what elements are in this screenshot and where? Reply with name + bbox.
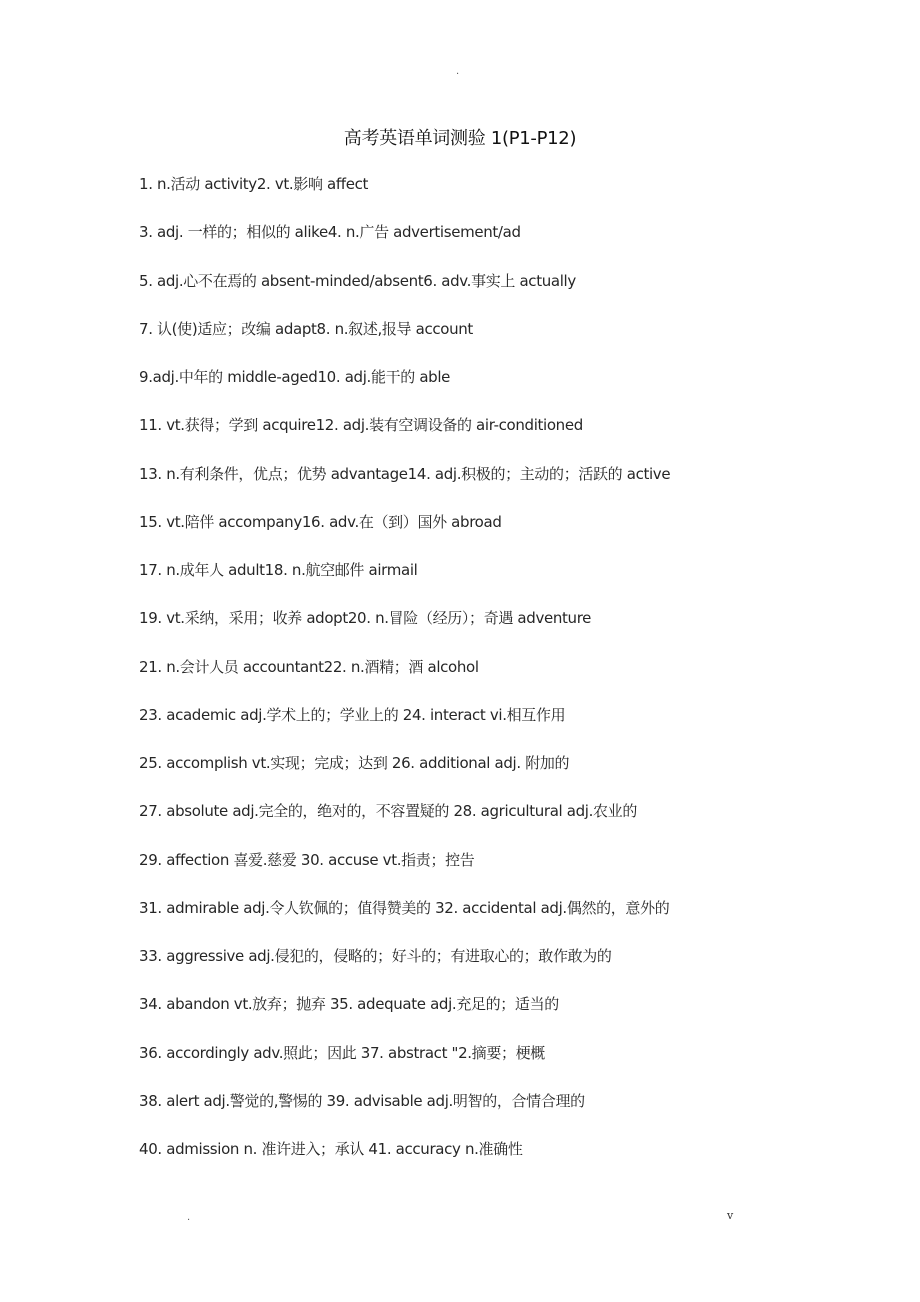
vocabulary-line-6: 11. vt.获得；学到 acquire12. adj.装有空调设备的 air-conditioned [139,416,583,435]
vocabulary-line-13: 25. accomplish vt.实现；完成；达到 26. additional adj. 附加的 [139,754,570,772]
vocabulary-line-20: 38. alert adj.警觉的,警惕的 39. advisable adj.明智的，合情合理的 [139,1091,585,1110]
vocabulary-line-21: 40. admission n. 准许进入；承认 41. accuracy n.准确性 [139,1140,523,1158]
vocabulary-line-2: 3. adj. 一样的；相似的 alike4. n.广告 advertisement/ad [139,223,521,242]
vocabulary-line-3: 5. adj.心不在焉的 absent-minded/absent6. adv.事实上 actually [139,271,576,290]
vocabulary-list [139,172,859,1185]
vocabulary-line-8: 15. vt.陪伴 accompany16. adv.在（到）国外 abroad [139,512,502,531]
vocabulary-line-15: 29. affection 喜爱.慈爱 30. accuse vt.指责；控告 [139,850,475,869]
vocabulary-line-4: 7. 认(使)适应；改编 adapt8. n.叙述,报导 account [139,319,473,338]
vocabulary-line-16: 31. admirable adj.令人钦佩的；值得赞美的 32. accidental adj.偶然的，意外的 [139,898,670,917]
vocabulary-line-1: 1. n.活动 activity2. vt.影响 affect [139,175,369,193]
vocabulary-line-12: 23. academic adj.学术上的；学业上的 24. interact vi.相互作用 [139,705,566,724]
page-footer-letter: v [727,1209,734,1222]
vocabulary-line-10: 19. vt.采纳，采用；收养 adopt20. n.冒险（经历）；奇遇 adventure [139,609,592,628]
page-title: 高考英语单词测验 1(P1-P12) [343,128,577,149]
vocabulary-line-19: 36. accordingly adv.照此；因此 37. abstract "2.摘要；梗概 [139,1043,545,1062]
vocabulary-line-5: 9.adj.中年的 middle-aged10. adj.能干的 able [139,368,451,386]
vocabulary-line-9: 17. n.成年人 adult18. n.航空邮件 airmail [139,561,418,579]
vocabulary-line-17: 33. aggressive adj.侵犯的，侵略的；好斗的；有进取心的；敢作敢为的 [139,947,612,965]
vocabulary-line-7: 13. n.有利条件，优点；优势 advantage14. adj.积极的；主动的；活跃的 active [139,464,671,483]
vocabulary-line-14: 27. absolute adj.完全的，绝对的，不容置疑的 28. agricultural adj.农业的 [139,802,637,821]
page-footer-mark: . [187,1212,191,1223]
page-header-mark: . [456,66,460,77]
vocabulary-line-11: 21. n.会计人员 accountant22. n.酒精；酒 alcohol [139,657,479,676]
vocabulary-line-18: 34. abandon vt.放弃；抛弃 35. adequate adj.充足的；适当的 [139,995,559,1014]
